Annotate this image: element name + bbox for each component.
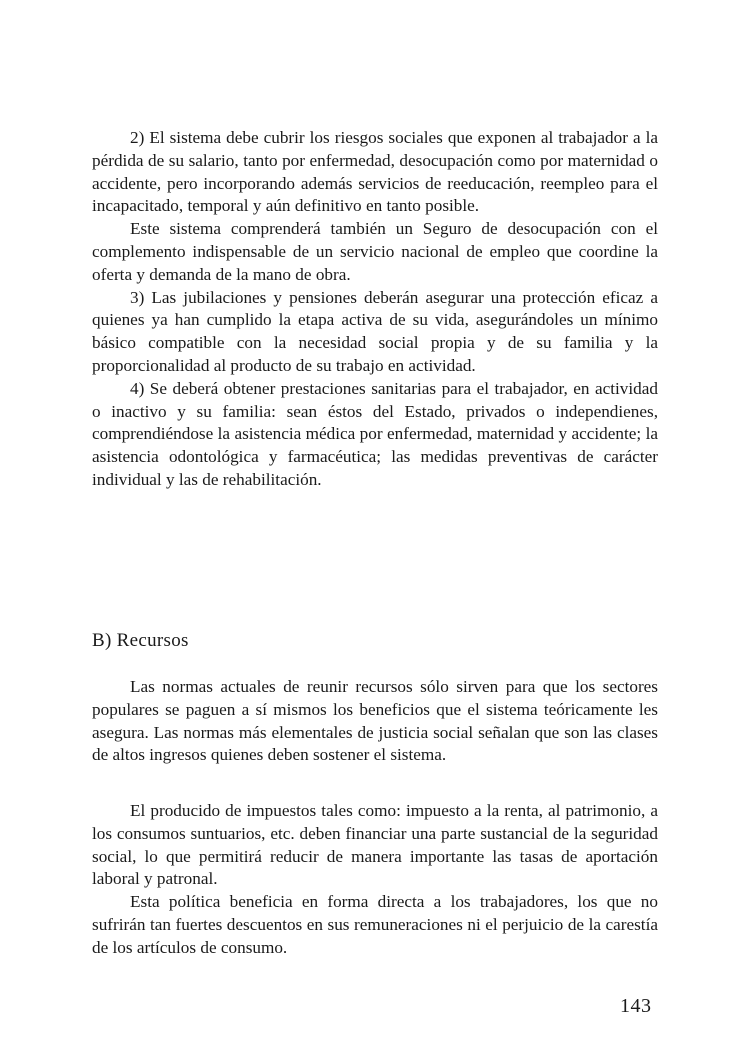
paragraph-impuestos: El producido de impuestos tales como: impuesto a la renta, al patrimonio, a los consumos suntuarios, etc. deben financiar una parte sustancial de la seguridad social, lo que permitirá reducir de manera importante las tasas de aportación laboral y patronal. xyxy=(92,801,658,889)
section-b-intro-text xyxy=(92,676,658,767)
page-number: 143 xyxy=(620,995,652,1017)
paragraph-sistema-riesgos: 2) El sistema debe cubrir los riesgos sociales que exponen al trabajador a la pérdida de su salario, tanto por enfermedad, desocupación como por maternidad o accidente, pero incorporando además servicios de reeducación, reempleo para el incapacitado, temporal y aún definitivo en tanto posible. xyxy=(92,128,658,216)
section-b-text xyxy=(92,800,658,960)
paragraph-prestaciones-sanitarias: 4) Se deberá obtener prestaciones sanitarias para el trabajador, en actividad o inactivo y su familia: sean éstos del Estado, privados o independienes, comprendiéndose la asistencia médica por enfermedad, maternidad y accidente; la asistencia odontológica y farmacéutica; las medidas preventivas de carácter individual y las de rehabilitación. xyxy=(92,378,658,489)
section-heading-recursos: B) Recursos xyxy=(92,630,189,651)
paragraph-normas-actuales: Las normas actuales de reunir recursos sólo sirven para que los sectores populares se paguen a sí mismos los beneficios que el sistema teóricamente les asegura. Las normas más elementales de justicia social señalan que son las clases de altos ingresos quienes deben sostener el sistema. xyxy=(92,677,658,765)
paragraph-seguro-desocupacion: Este sistema comprenderá también un Seguro de desocupación con el complemento indispensable de un servicio nacional de empleo que coordine la oferta y demanda de la mano de obra. xyxy=(92,219,658,284)
section-a-text xyxy=(92,127,658,492)
paragraph-politica-beneficia: Esta política beneficia en forma directa a los trabajadores, los que no sufrirán tan fuertes descuentos en sus remuneraciones ni el perjuicio de la carestía de los artículos de consumo. xyxy=(92,892,658,957)
paragraph-jubilaciones: 3) Las jubilaciones y pensiones deberán asegurar una protección eficaz a quienes ya han cumplido la etapa activa de su vida, asegurándoles un mínimo básico compatible con la necesidad social propia y de su familia y la proporcionalidad al producto de su trabajo en actividad. xyxy=(92,287,658,375)
